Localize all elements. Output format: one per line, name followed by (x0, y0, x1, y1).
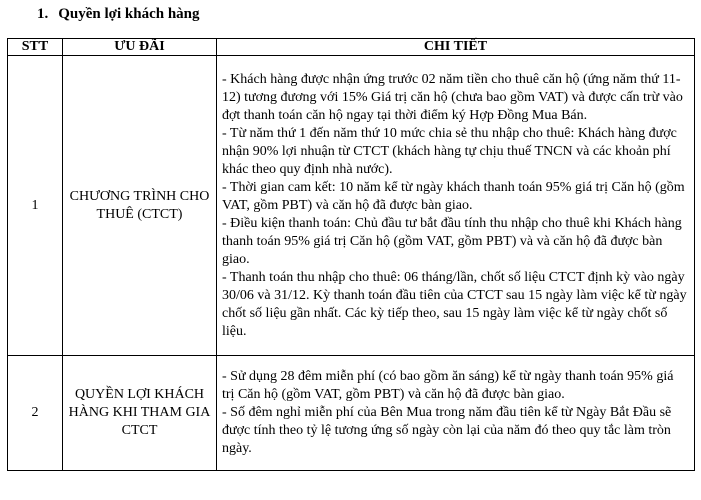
section-heading (37, 6, 200, 23)
detail-paragraph: - Thời gian cam kết: 10 năm kể từ ngày khách thanh toán 95% giá trị Căn hộ (gồm VAT, gồm PBT) và căn hộ đã được bàn giao. (222, 179, 685, 213)
detail-paragraph: - Số đêm nghỉ miễn phí của Bên Mua trong năm đầu tiên kể từ Ngày Bắt Đầu sẽ được tính theo tỷ lệ tương ứng số ngày còn lại của năm đó theo quy tắc làm tròn ngày. (222, 405, 672, 456)
detail-paragraph: - Khách hàng được nhận ứng trước 02 năm tiền cho thuê căn hộ (ứng năm thứ 11-12) tương đương với 15% Giá trị căn hộ (chưa bao gồm VAT) và được cấn trừ vào đợt thanh toán căn hộ ngay tại thời điểm ký Hợp Đồng Mua Bán. (222, 71, 683, 123)
table-row (8, 56, 695, 356)
section-number: 1. (37, 6, 49, 22)
benefits-table (7, 38, 695, 471)
header-uu-dai: ƯU ĐÃI (63, 39, 217, 56)
header-chi-tiet: CHI TIẾT (217, 39, 695, 56)
row-uu-dai: CHƯƠNG TRÌNH CHO THUÊ (CTCT) (63, 56, 217, 356)
detail-paragraph: - Thanh toán thu nhập cho thuê: 06 tháng/lần, chốt số liệu CTCT định kỳ vào ngày 30/06 và 31/12. Kỳ thanh toán đầu tiên của CTCT sau 15 ngày làm việc kể từ ngày chốt số liệu gần nhất. Các kỳ tiếp theo, sau 15 ngày làm việc kể từ ngày chốt số liệu. (222, 269, 687, 339)
row-uu-dai: QUYỀN LỢI KHÁCH HÀNG KHI THAM GIA CTCT (63, 356, 217, 471)
detail-paragraph: - Điều kiện thanh toán: Chủ đầu tư bắt đầu tính thu nhập cho thuê khi Khách hàng thanh toán 95% giá trị Căn hộ (gồm VAT, gồm PBT) và và căn hộ đã được bàn giao. (222, 215, 682, 267)
detail-paragraph: - Từ năm thứ 1 đến năm thứ 10 mức chia sẻ thu nhập cho thuê: Khách hàng được nhận 90% lợi nhuận từ CTCT (khách hàng tự chịu thuế TNCN và các khoản phí khác theo quy định nhà nước). (222, 125, 677, 177)
row-stt: 2 (8, 356, 63, 471)
table-header-row (8, 39, 695, 56)
row-chi-tiet (217, 356, 695, 471)
table-row (8, 356, 695, 471)
section-title: Quyền lợi khách hàng (58, 6, 200, 22)
row-stt: 1 (8, 56, 63, 356)
row-chi-tiet (217, 56, 695, 356)
header-stt: STT (8, 39, 63, 56)
detail-paragraph: - Sử dụng 28 đêm miễn phí (có bao gồm ăn sáng) kể từ ngày thanh toán 95% giá trị Căn hộ (gồm VAT, gồm PBT) và căn hộ đã được bàn giao. (222, 369, 674, 402)
